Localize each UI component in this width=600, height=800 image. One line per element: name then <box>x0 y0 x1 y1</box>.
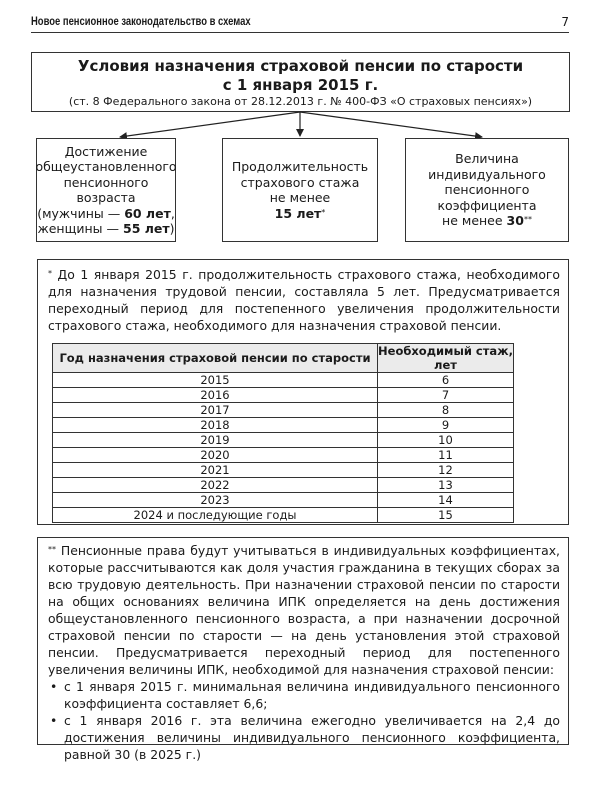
footnote-mark: ** <box>523 215 532 225</box>
year-cell: 2015 <box>53 373 378 388</box>
condition-text: Величина <box>455 151 519 167</box>
year-cell: 2021 <box>53 463 378 478</box>
experience-table <box>52 343 514 523</box>
footnote-mark: * <box>321 207 326 217</box>
table-header-row <box>53 344 514 373</box>
year-cell: 2018 <box>53 418 378 433</box>
arrow-left <box>120 112 300 137</box>
condition-text: коэффициента <box>437 197 537 213</box>
footnote-experience-text <box>48 266 560 334</box>
condition-text: не менее <box>269 190 331 205</box>
experience-cell: 14 <box>378 493 514 508</box>
column-header-experience: Необходимый стаж, лет <box>378 344 513 372</box>
experience-cell: 15 <box>378 508 514 523</box>
condition-text: Продолжительность <box>231 159 369 174</box>
table-row <box>53 493 514 508</box>
experience-cell: 10 <box>378 433 514 448</box>
women-age-value: 55 лет <box>123 221 170 236</box>
condition-text: страхового стажа <box>240 174 360 190</box>
footnote-coefficient <box>37 537 569 762</box>
arrow-right <box>300 112 482 137</box>
footnote-body: До 1 января 2015 г. продолжительность страхового стажа, необходимого для назначения трудовой пенсии, составляла 5 лет. Предусматривается переходный период для постепенного увеличения продолжительности страхового стажа, необходимого для назначения страховой пенсии. <box>48 267 560 333</box>
condition-text: Достижение <box>64 143 148 159</box>
bullet-item: • с 1 января 2015 г. минимальная величина индивидуального пенсионного коэффициента составляет 6,6; <box>48 678 560 712</box>
punct: ) <box>169 221 175 236</box>
women-label: женщины — <box>37 221 123 236</box>
footnote-mark: ** <box>48 545 56 554</box>
women-age-line <box>35 221 176 237</box>
table-row <box>53 508 514 523</box>
experience-cell: 9 <box>378 418 514 433</box>
table-row <box>53 463 514 478</box>
main-title-line2: с 1 января 2015 г. <box>222 76 379 94</box>
men-label: (мужчины — <box>37 205 125 221</box>
footnote-experience <box>37 259 569 525</box>
condition-text: индивидуального <box>428 166 546 182</box>
table-row <box>53 388 514 403</box>
coefficient-value: 30 <box>506 213 524 229</box>
coefficient-bullets <box>48 678 560 763</box>
main-title-line1: Условия назначения страховой пенсии по старости <box>77 57 524 75</box>
year-cell: 2019 <box>53 433 378 448</box>
year-cell: 2020 <box>53 448 378 463</box>
condition-text: пенсионного <box>444 182 530 198</box>
year-cell: 2022 <box>53 478 378 493</box>
experience-cell: 11 <box>378 448 514 463</box>
law-reference: (ст. 8 Федерального закона от 28.12.2013 г. № 400-ФЗ «О страховых пенсиях») <box>68 95 533 108</box>
men-age-value: 60 лет <box>124 205 171 221</box>
coefficient-prefix: не менее <box>442 213 507 229</box>
year-cell: 2024 и последующие годы <box>53 508 378 523</box>
condition-text: общеустановленного <box>35 159 177 174</box>
year-cell: 2016 <box>53 388 378 403</box>
bullet-item: • с 1 января 2016 г. эта величина ежегодно увеличивается на 2,4 до достижения величины индивидуального пенсионного коэффициента, равной 30 (в 2025 г.) <box>48 712 560 763</box>
table-row <box>53 448 514 463</box>
condition-text: возраста <box>76 190 136 205</box>
year-cell: 2017 <box>53 403 378 418</box>
footnote-mark: * <box>48 269 52 278</box>
men-age-line <box>35 206 176 222</box>
experience-value-line <box>232 206 368 222</box>
table-row <box>53 418 514 433</box>
page-number: 7 <box>561 15 569 29</box>
condition-text: пенсионного <box>63 174 149 190</box>
experience-cell: 12 <box>378 463 514 478</box>
experience-cell: 13 <box>378 478 514 493</box>
year-cell: 2023 <box>53 493 378 508</box>
experience-cell: 6 <box>378 373 514 388</box>
column-header-year: Год назначения страховой пенсии по старости <box>53 344 378 373</box>
table-row <box>53 433 514 448</box>
coefficient-value-line <box>428 213 546 229</box>
experience-value: 15 лет <box>274 205 322 221</box>
footnote-coefficient-text <box>48 542 560 678</box>
table-row <box>53 478 514 493</box>
condition-age-box <box>36 138 176 242</box>
experience-cell: 8 <box>378 403 514 418</box>
running-title: Новое пенсионное законодательство в схемах <box>31 16 251 28</box>
condition-experience-box <box>222 138 378 242</box>
punct: , <box>170 205 175 221</box>
condition-coefficient-box <box>405 138 569 242</box>
experience-cell: 7 <box>378 388 514 403</box>
table-row <box>53 373 514 388</box>
table-row <box>53 403 514 418</box>
footnote-body: Пенсионные права будут учитываться в индивидуальных коэффициентах, которые рассчитываются как доля участия гражданина в текущих сборах за всю трудовую деятельность. При назначении страховой пенсии по старости на общих основаниях величина ИПК определяется на день достижения общеустановленного пенсионного возраста, а при назначении досрочной страховой пенсии по старости — на день установления этой страховой пенсии. Предусматривается переходный период для постепенного увеличения величины ИПК, необходимой для назначения страховой пенсии: <box>48 543 560 677</box>
flow-arrows <box>0 0 600 140</box>
